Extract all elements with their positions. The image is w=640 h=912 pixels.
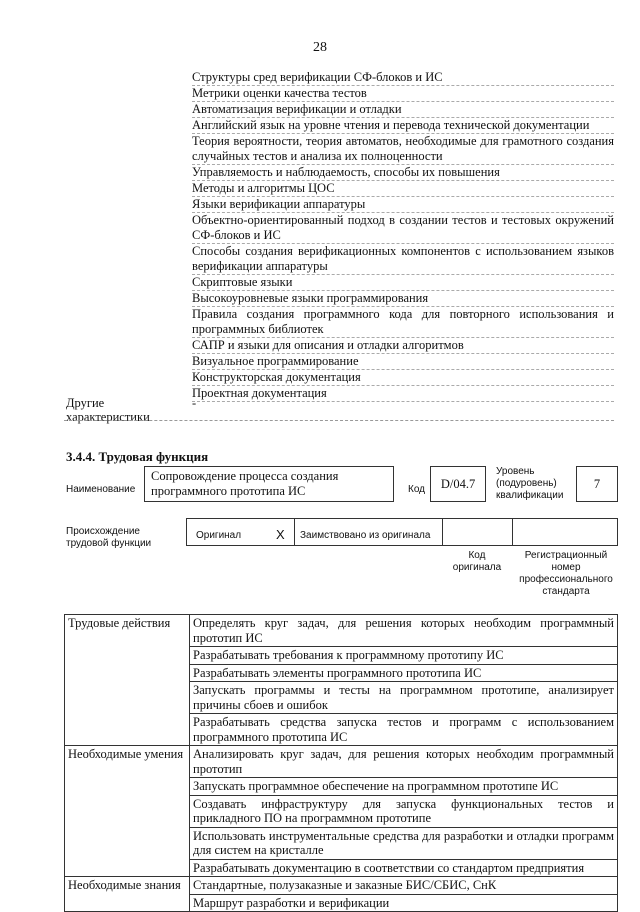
list-item: Метрики оценки качества тестов	[192, 86, 614, 102]
list-item: Скриптовые языки	[192, 275, 614, 291]
list-item: Автоматизация верификации и отладки	[192, 102, 614, 118]
list-item: Конструкторская документация	[192, 370, 614, 386]
divider	[442, 518, 443, 546]
row-label: Необходимые знания	[65, 877, 190, 912]
list-item: Методы и алгоритмы ЦОС	[192, 181, 614, 197]
section-title: 3.4.4. Трудовая функция	[66, 449, 209, 464]
table-cell: Запускать программное обеспечение на программном прототипе ИС	[190, 778, 618, 796]
list-item: Английский язык на уровне чтения и перевода технической документации	[192, 118, 614, 134]
table-row	[65, 615, 618, 647]
knowledge-list-continued	[192, 70, 614, 402]
table-cell: Запускать программы и тесты на программном прототипе, анализирует причины сбоев и ошибок	[190, 682, 618, 714]
list-item: Правила создания программного кода для повторного использования и программных библиотек	[192, 307, 614, 336]
row-label: Необходимые умения	[65, 746, 190, 877]
table-cell: Разрабатывать средства запуска тестов и программ с использованием программного прототипа ИС	[190, 714, 618, 746]
row-label: Трудовые действия	[65, 615, 190, 746]
original-code-caption: Код оригинала	[452, 550, 502, 573]
table-row	[65, 877, 618, 895]
level-box: 7	[576, 466, 618, 502]
table-cell: Использовать инструментальные средства для разработки и отладки программ для систем на кристалле	[190, 827, 618, 859]
list-item: Проектная документация	[192, 386, 614, 402]
labor-function-table	[64, 614, 618, 912]
registration-number-caption: Регистрационный номер профессионального стандарта	[519, 550, 613, 597]
table-cell: Определять круг задач, для решения которых необходим программный прототип ИС	[190, 615, 618, 647]
table-cell: Маршрут разработки и верификации	[190, 894, 618, 912]
level-label: Уровень (подуровень) квалификации	[496, 466, 564, 501]
page-number: 28	[313, 40, 327, 55]
other-characteristics-value: -	[192, 396, 197, 410]
list-item: Высокоуровневые языки программирования	[192, 291, 614, 307]
code-label: Код	[408, 484, 426, 495]
origin-label: Происхождение трудовой функции	[66, 526, 152, 549]
list-item: Визуальное программирование	[192, 354, 614, 370]
list-item: Структуры сред верификации СФ-блоков и ИС	[192, 70, 614, 86]
divider	[294, 518, 295, 546]
divider	[64, 420, 614, 421]
origin-mark: X	[276, 527, 285, 542]
origin-original-label: Оригинал	[196, 530, 242, 541]
table-cell: Анализировать круг задач, для решения которых необходим программный прототип	[190, 746, 618, 778]
list-item: Способы создания верификационных компонентов с использованием языков верификации аппаратуры	[192, 244, 614, 273]
table-cell: Стандартные, полузаказные и заказные БИС/СБИС, СнК	[190, 877, 618, 895]
other-characteristics-label: Другие характеристики	[66, 396, 150, 424]
divider	[512, 518, 513, 546]
table-cell: Создавать инфраструктуру для запуска функциональных тестов и прикладного ПО на программном прототипе	[190, 795, 618, 827]
table-cell: Разрабатывать документацию в соответствии со стандартом предприятия	[190, 859, 618, 877]
list-item: Управляемость и наблюдаемость, способы их повышения	[192, 165, 614, 181]
code-box: D/04.7	[430, 466, 486, 502]
list-item: Теория вероятности, теория автоматов, необходимые для грамотного создания случайных тестов и анализа их полноценности	[192, 134, 614, 163]
list-item: Объектно-ориентированный подход в создании тестов и тестовых окружений СФ-блоков и ИС	[192, 213, 614, 242]
origin-borrowed-label: Заимствовано из оригинала	[300, 530, 431, 541]
table-row	[65, 746, 618, 778]
name-label: Наименование	[66, 484, 136, 495]
list-item: Языки верификации аппаратуры	[192, 197, 614, 213]
table-cell: Разрабатывать элементы программного прототипа ИС	[190, 664, 618, 682]
list-item: САПР и языки для описания и отладки алгоритмов	[192, 338, 614, 354]
table-cell: Разрабатывать требования к программному прототипу ИС	[190, 647, 618, 665]
function-name-box: Сопровождение процесса создания программного прототипа ИС	[144, 466, 394, 502]
